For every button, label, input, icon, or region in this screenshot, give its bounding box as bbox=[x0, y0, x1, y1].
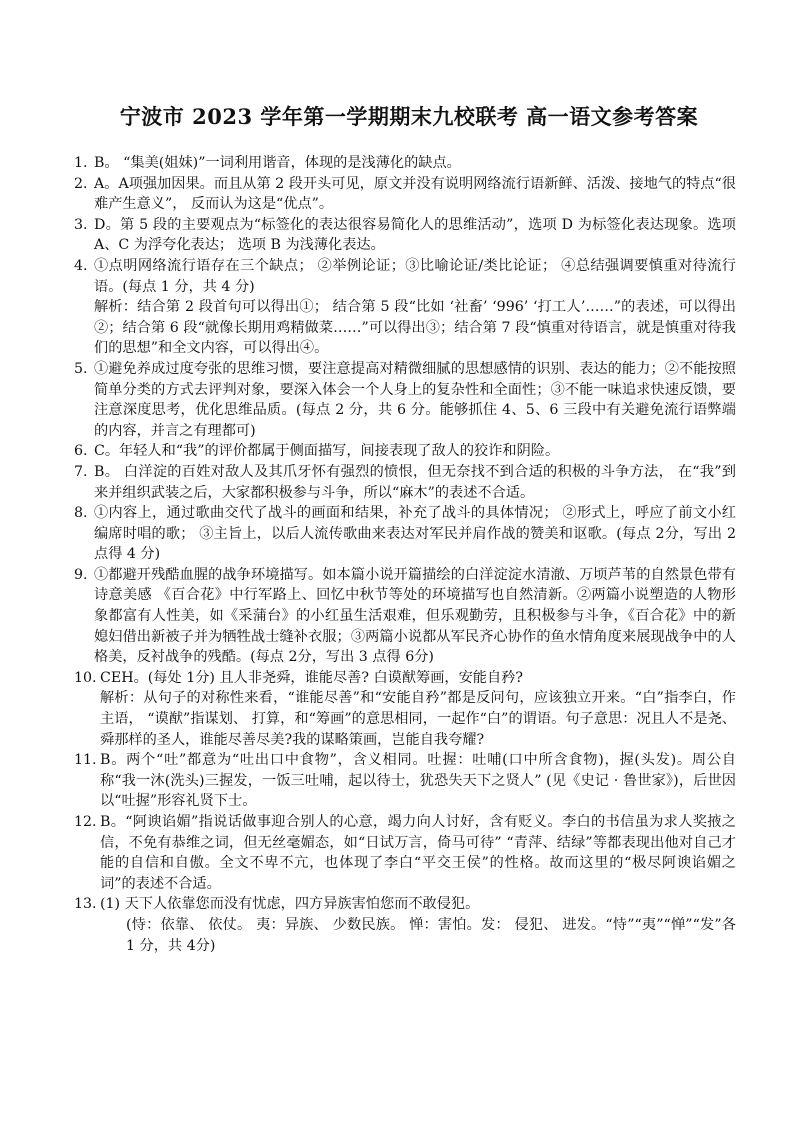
answer-text: (1) 天下人依靠您而没有忧虑，四方异族害怕您而不敢侵犯。 bbox=[100, 896, 480, 913]
answer-item-6 bbox=[74, 441, 736, 462]
answer-analysis: 解析：从句子的对称性来看，“谁能尽善”和“安能自矜”都是反问句，应该独立开来。“白”指李白，作主语， “谟猷”指谋划、 打算，和“筹画”的意思相同，一起作“白”的谓语。句子意思：况且人不是尧、舜那样的圣人，谁能尽善尽美?我的谋略策画，岂能自我夸耀? bbox=[100, 690, 736, 748]
answer-number: 1. bbox=[74, 155, 88, 171]
answer-item-3 bbox=[74, 215, 736, 256]
answer-text: B。“阿谀谄媚”指说话做事迎合别人的心意，竭力向人讨好，含有贬义。李白的书信虽为求人奖掖之信，不免有恭维之词，但无丝毫媚态，如“日试万言，倚马可待” “青萍、结绿”等都表现出他对自己才能的自信和自傲。全文不卑不亢，也体现了李白“平交王侯”的性格。故而这里的“极尽阿谀谄媚之词”的表述不合适。 bbox=[100, 814, 736, 892]
answer-item-13 bbox=[74, 894, 736, 956]
answer-number: 3. bbox=[74, 216, 88, 233]
answer-number: 13. bbox=[74, 896, 97, 913]
answer-number: 11. bbox=[74, 752, 97, 769]
answer-item-8 bbox=[74, 503, 736, 565]
answer-item-1 bbox=[74, 153, 736, 174]
answer-item-5 bbox=[74, 359, 736, 441]
answer-item-11 bbox=[74, 750, 736, 812]
answer-text: D。第 5 段的主要观点为“标签化的表达很容易简化人的思维活动”，选项 D 为标签化表达现象。选项 A、C 为浮夸化表达； 选项 B 为浅薄化表达。 bbox=[94, 216, 736, 254]
answer-item-12 bbox=[74, 812, 736, 894]
answer-list bbox=[74, 153, 736, 956]
answer-number: 4. bbox=[74, 257, 88, 274]
answer-text: ①都避开残酷血腥的战争环境描写。如本篇小说开篇描绘的白洋淀淀水清澈、万顷芦苇的自然景色带有诗意美感 《百合花》中行军路上、回忆中秋节等处的环境描写也自然清新。②两篇小说塑造的人物形象都富有人性美，如《采蒲台》的小红虽生活艰难，但乐观勤劳，且积极参与斗争，《百合花》中的新媳妇借出新被子并为牺牲战士缝补衣服；③两篇小说都从军民齐心协作的鱼水情角度来展现战争中的人格美，反衬战争的残酷。(每点 2分，写出 3 点得 6分) bbox=[94, 566, 736, 666]
answer-number: 5. bbox=[74, 360, 88, 377]
answer-number: 8. bbox=[74, 505, 88, 522]
page-title: 宁波市 2023 学年第一学期期末九校联考 高一语文参考答案 bbox=[119, 104, 699, 129]
answer-number: 7. bbox=[74, 463, 88, 480]
answer-item-7 bbox=[74, 462, 736, 503]
answer-text: B。两个“吐”都意为“吐出口中食物”，含义相同。吐握：吐哺(口中所含食物)，握(头发)。周公自称“我一沐(洗头)三握发，一饭三吐哺，起以待士，犹恐失天下之贤人” (见《史记 · 鲁世家》)，后世因以“吐握”形容礼贤下士。 bbox=[100, 752, 736, 810]
answer-text: A。A项强加因果。而且从第 2 段开头可见，原文并没有说明网络流行语新鲜、活泼、接地气的特点“很难产生意义”， 反而认为这是“优点”。 bbox=[94, 175, 736, 213]
answer-number: 2. bbox=[74, 175, 88, 192]
answer-text: B。 白洋淀的百姓对敌人及其爪牙怀有强烈的愤恨，但无奈找不到合适的积极的斗争方法， 在“我”到来并组织武装之后，大家都积极参与斗争，所以“麻木”的表述不合适。 bbox=[94, 463, 736, 501]
answer-number: 12. bbox=[74, 814, 97, 830]
answer-text: ①内容上，通过歌曲交代了战斗的画面和结果，补充了战斗的具体情况； ②形式上，呼应了前文小红编席时唱的歌； ③主旨上，以后人流传歌曲来表达对军民并肩作战的赞美和讴歌。(每点 2分，写出 2 点得 4 分) bbox=[94, 505, 736, 563]
answer-analysis: 解析：结合第 2 段首句可以得出①； 结合第 5 段“比如 ‘社畜’ ‘996’ ‘打工人’……”的表述，可以得出②；结合第 6 段“就像长期用鸡精做菜……”可以得出③；结合第 7 段“慎重对待语言，就是慎重对待我们的思想”和全文内容，可以得出④。 bbox=[94, 299, 736, 357]
answer-scoring-note: (恃：依靠、 依仗。 夷：异族、 少数民族。 惮：害怕。发： 侵犯、 进发。“恃”“夷”“惮”“发”各 1 分，共 4分) bbox=[126, 916, 736, 954]
answer-item-2 bbox=[74, 174, 736, 215]
answer-text: B。 “集美(姐妹)”一词利用谐音，体现的是浅薄化的缺点。 bbox=[94, 155, 461, 171]
answer-number: 9. bbox=[74, 566, 88, 583]
answer-number: 6. bbox=[74, 443, 88, 460]
answer-text: CEH。(每处 1分) 且人非尧舜，谁能尽善? 白谟猷筹画，安能自矜? bbox=[100, 669, 523, 686]
answer-text: ①避免养成过度夸张的思维习惯，要注意提高对精微细腻的思想感情的识别、表达的能力；②不能按照简单分类的方式去评判对象，要深入体会一个人身上的复杂性和全面性；③不能一味追求快速反馈，要注意深度思考，优化思维品质。(每点 2 分，共 6 分。能够抓住 4、5、6 三段中有关避免流行语弊端的内容，并言之有理都可) bbox=[94, 360, 736, 439]
answer-item-9 bbox=[74, 565, 736, 668]
answer-number: 10. bbox=[74, 669, 97, 686]
answer-text: C。年轻人和“我”的评价都属于侧面描写，间接表现了敌人的狡诈和阴险。 bbox=[94, 443, 560, 460]
answer-text: ①点明网络流行语存在三个缺点； ②举例论证；③比喻论证/类比论证； ④总结强调要慎重对待流行语。(每点 1 分，共 4 分) bbox=[94, 257, 736, 295]
answer-item-4 bbox=[74, 256, 736, 359]
answer-item-10 bbox=[74, 668, 736, 750]
